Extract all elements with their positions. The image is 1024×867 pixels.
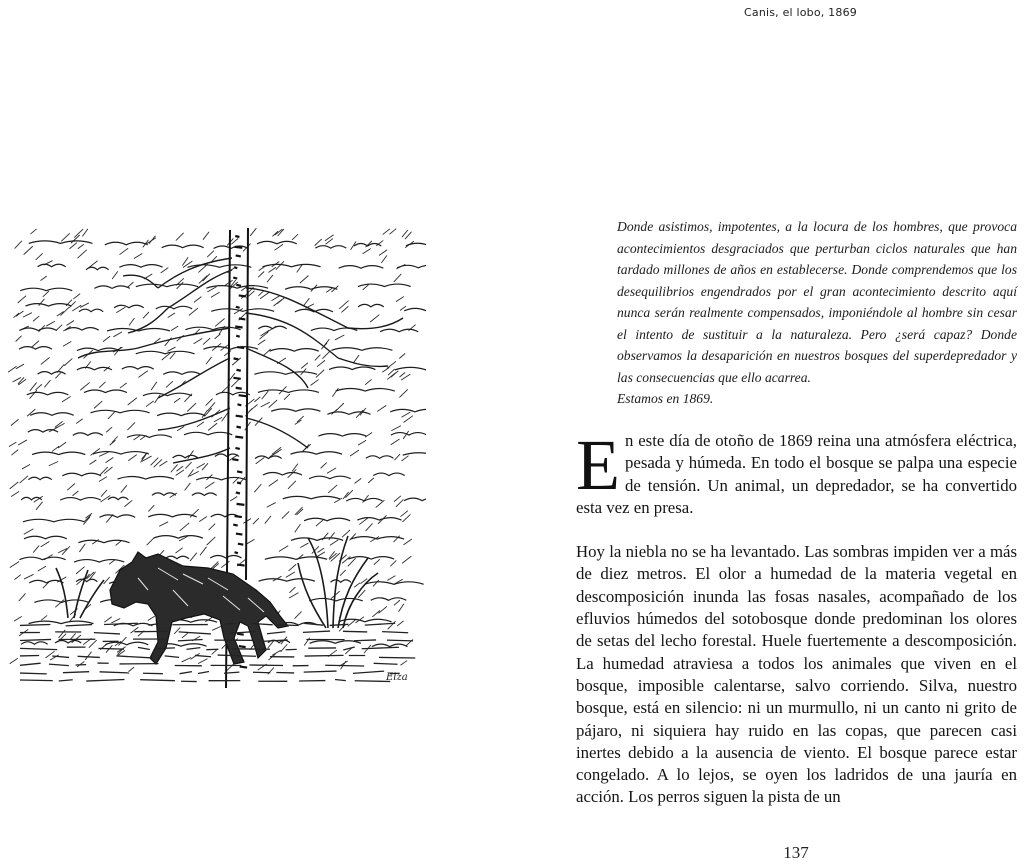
running-header: Canis, el lobo, 1869 (744, 6, 857, 19)
chapter-body (576, 425, 1017, 809)
epigraph-paragraph: Donde asistimos, impotentes, a la locura de los hombres, que provoca acontecimientos desgraciados que perturban ciclos naturales que han tardado millones de años en establecerse. Donde comprendemos que los desequilibrios engendrados por el gran acontecimiento descrito aquí nunca serán realmente compensados, imponiéndole al hombre sin cesar el intento de sustituir a la naturaleza. Pero ¿será capaz? Donde observamos la desaparición en nuestros bosques del superdepredador y las consecuencias que ello acarrea. (617, 219, 1017, 385)
page-number: 137 (783, 843, 809, 862)
chapter-epigraph (617, 216, 1017, 410)
body-paragraph-2: Hoy la niebla no se ha levantado. Las sombras impiden ver a más de diez metros. El olor a humedad de la materia vegetal en descomposición inunda las fosas nasales, acompañado de los efluvios húmedos del sotobosque donde predominan los olores de setas del lecho forestal. Huele fuertemente a descomposición. La humedad atraviesa a todos los animales que viven en el bosque, imposible calentarse, salvo corriendo. Silva, nuestro bosque, está en silencio: ni un murmullo, ni un canto ni grito de pájaro, ni siquiera hay ruido en las copas, que parecen casi inertes debido a la ausencia de viento. El bosque parece estar congelado. A lo lejos, se oyen los ladridos de una jauría en acción. Los perros siguen la pista de un (576, 542, 1017, 807)
body-paragraph-1-text: n este día de otoño de 1869 reina una atmósfera eléctrica, pesada y húmeda. En todo el bosque se palpa una especie de tensión. Un animal, un depredador, se ha convertido esta vez en presa. (576, 431, 1017, 517)
body-paragraph-1 (576, 425, 1017, 519)
epigraph-closing: Estamos en 1869. (617, 391, 714, 406)
wolf-forest-illustration (8, 218, 426, 694)
tree-branches (78, 258, 403, 463)
artist-signature: Elza (386, 672, 408, 683)
drop-cap: E (576, 425, 620, 505)
